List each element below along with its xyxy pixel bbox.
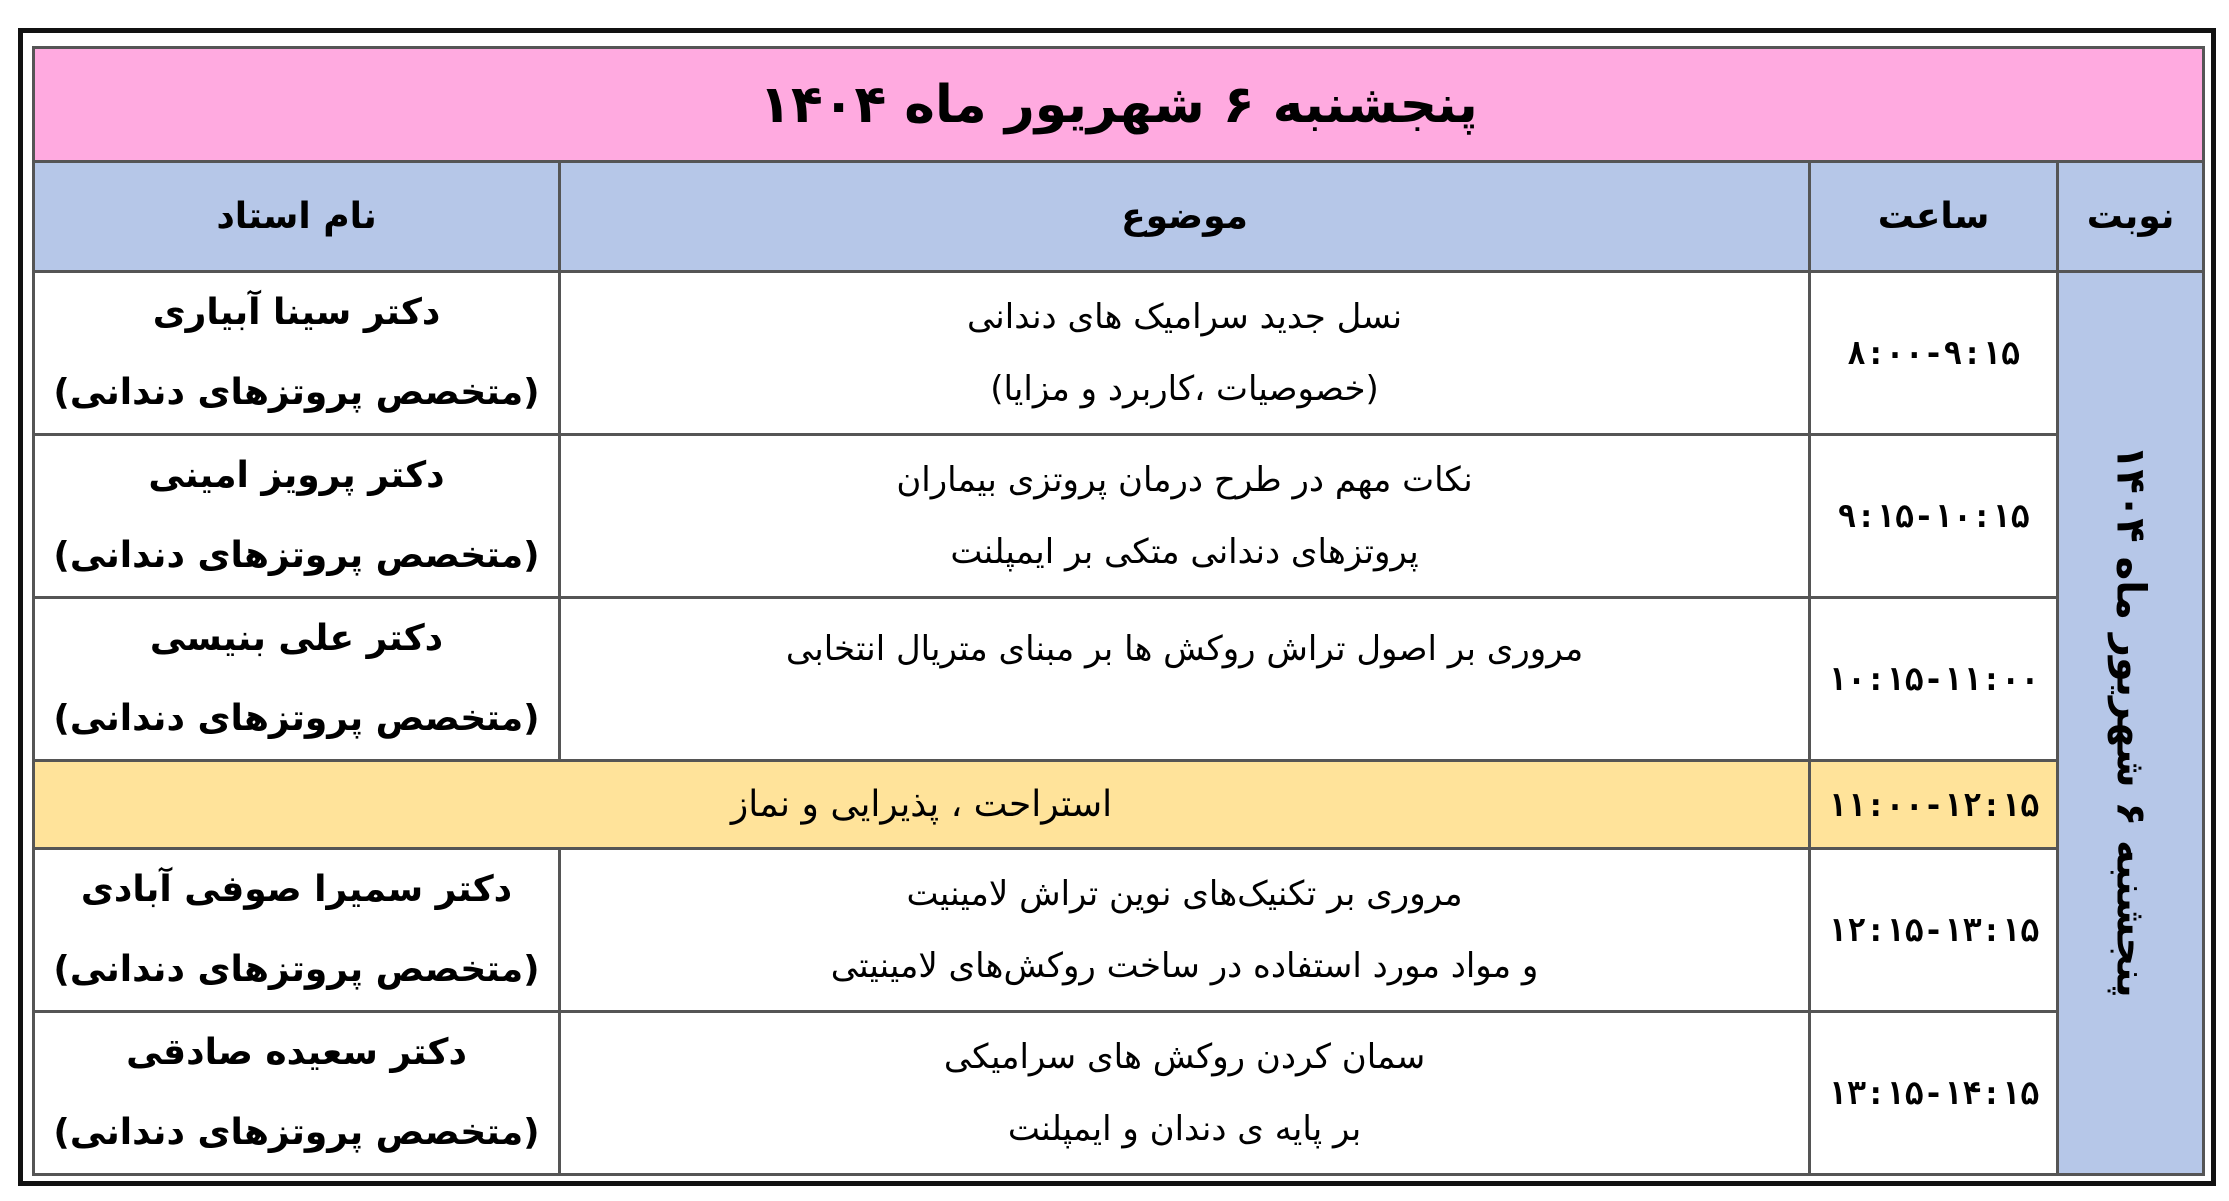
schedule-title: پنجشنبه ۶ شهریور ماه ۱۴۰۴ [34,48,2204,162]
session-time: ۱۰:۱۵-۱۱:۰۰ [1810,598,2058,761]
topic-line: بر پایه ی دندان و ایمپلنت [1007,1109,1362,1149]
session-teacher [34,849,560,1012]
topic-line: مروری بر اصول تراش روکش ها بر مبنای متریال انتخابی [785,629,1584,669]
topic-line: مروری بر تکنیک‌های نوین تراش لامینیت [906,874,1463,914]
teacher-specialty: (متخصص پروتزهای دندانی) [53,1112,540,1153]
session-time: ۱۳:۱۵-۱۴:۱۵ [1810,1012,2058,1175]
teacher-specialty: (متخصص پروتزهای دندانی) [53,698,540,739]
session-teacher [34,435,560,598]
session-time: ۸:۰۰-۹:۱۵ [1810,272,2058,435]
teacher-name: دکتر سینا آبیاری [152,292,441,333]
session-topic [560,435,1810,598]
topic-line: نسل جدید سرامیک های دندانی [966,297,1403,337]
teacher-specialty: (متخصص پروتزهای دندانی) [53,372,540,413]
teacher-name: دکتر سعیده صادقی [126,1032,467,1073]
topic-line: نکات مهم در طرح درمان پروتزی بیماران [896,460,1473,500]
session-time: ۱۲:۱۵-۱۳:۱۵ [1810,849,2058,1012]
teacher-specialty: (متخصص پروتزهای دندانی) [53,949,540,990]
teacher-name: دکتر پرویز امینی [148,455,445,496]
topic-line: (خصوصیات ،کاربرد و مزایا) [990,369,1379,409]
header-topic: موضوع [560,162,1810,272]
topic-line: سمان کردن روکش های سرامیکی [943,1037,1426,1077]
session-teacher [34,1012,560,1175]
topic-line: پروتزهای دندانی متکی بر ایمپلنت [950,532,1419,572]
break-label: استراحت ، پذیرایی و نماز [34,761,1810,849]
header-teacher: نام استاد [34,162,560,272]
teacher-specialty: (متخصص پروتزهای دندانی) [53,535,540,576]
break-time: ۱۱:۰۰-۱۲:۱۵ [1810,761,2058,849]
header-turn: نوبت [2058,162,2204,272]
header-time: ساعت [1810,162,2058,272]
day-label: پنجشنبه ۶ شهریور ماه ۱۴۰۴ [2107,444,2154,998]
session-teacher [34,272,560,435]
session-time: ۹:۱۵-۱۰:۱۵ [1810,435,2058,598]
session-topic [560,598,1810,761]
session-teacher [34,598,560,761]
teacher-name: دکتر علی بنیسی [149,618,444,659]
session-topic [560,849,1810,1012]
day-label-cell [2058,272,2204,1175]
session-topic [560,272,1810,435]
teacher-name: دکتر سمیرا صوفی آبادی [80,869,513,910]
schedule-table [32,46,2205,1176]
session-topic [560,1012,1810,1175]
topic-line: و مواد مورد استفاده در ساخت روکش‌های لامینیتی [830,946,1539,986]
